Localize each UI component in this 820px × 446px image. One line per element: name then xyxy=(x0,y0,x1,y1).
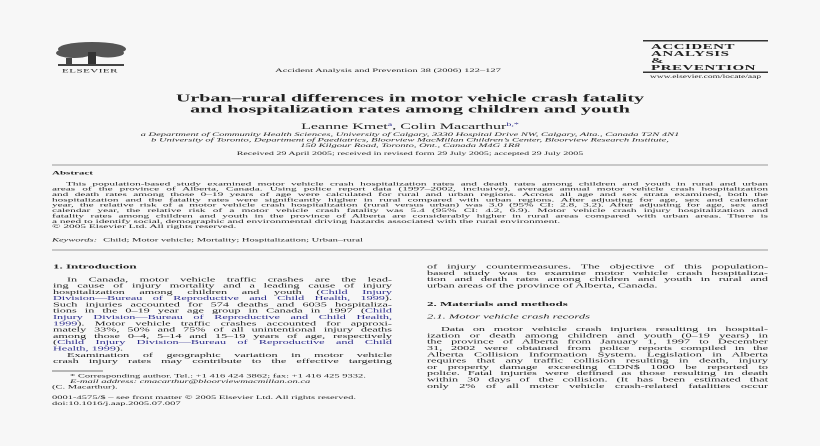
text-segment: crash injury rates may contribute to the effective targeting xyxy=(53,357,392,365)
keywords-list: Child; Motor vehicle; Mortality; Hospitalization; Urban–rural xyxy=(103,237,363,243)
text-segment: ). xyxy=(115,345,124,353)
elsevier-logo xyxy=(52,41,128,74)
divider xyxy=(52,250,768,251)
text-segment: Such injuries accounted for 574 deaths and 6035 hospitaliza- xyxy=(53,300,392,308)
text-line xyxy=(53,358,392,364)
journal-logo xyxy=(643,40,768,73)
abstract-body xyxy=(52,181,768,229)
text-segment: calendar year, the relative risk of a motor vehicle crash fatality was 5.4 (95% CI: 4.2, 6.9). Motor vehicle crash injury hospitalization and xyxy=(52,207,768,214)
citation-link[interactable]: Child xyxy=(364,307,392,315)
email-address[interactable]: E-mail address: cmacarthur@bloorviewmacmillan.on.ca xyxy=(70,378,311,385)
text-segment: ( xyxy=(53,338,58,346)
keywords-label: Keywords: xyxy=(52,237,98,243)
text-segment: Examination of geographic variation in motor vehicle xyxy=(67,351,392,359)
front-matter-line: 0001-4575/$ – see front matter © 2005 Elsevier Ltd. All rights reserved. xyxy=(52,395,356,401)
text-segment: tions in the 0–19 year age group in Canada in 1997 ( xyxy=(53,307,365,315)
text-segment: within 30 days of the collision. (It has been estimated that xyxy=(427,376,768,384)
text-segment: This population-based study examined motor vehicle crash hospitalization rates and death rates among children and youth in rural and urban xyxy=(66,180,768,187)
footnotes xyxy=(52,373,392,390)
author-name: Leanne Kmet xyxy=(301,122,388,131)
publisher-name: ELSEVIER xyxy=(62,68,118,74)
text-segment: ). xyxy=(384,294,392,302)
right-column-intro-continuation xyxy=(427,264,768,289)
text-line xyxy=(427,383,768,389)
text-segment: mately 33%, 50% and 75% of all unintentional injury deaths xyxy=(53,326,392,334)
text-segment: fatality rates among children and youth in the province of Alberta are considerably higher in rural areas compared with urban areas. There is xyxy=(52,212,768,219)
text-segment: 31, 2002 were obtained from police reports compiled in the xyxy=(427,344,768,352)
text-segment: tion and death rates among children and youth in rural and xyxy=(427,275,768,283)
keywords xyxy=(52,238,363,244)
text-segment: requires that any traffic collision resulting in death, injury xyxy=(427,357,768,365)
citation-link[interactable]: Division—Bureau of Reproductive and Child Health, 1999 xyxy=(53,294,385,302)
text-segment: only 2% of all motor vehicle crash-related fatalities occur xyxy=(427,382,768,390)
journal-logo-line: ACCIDENT xyxy=(651,43,736,51)
author-list xyxy=(0,121,820,132)
text-segment: of injury countermeasures. The objective of this population- xyxy=(427,263,768,270)
right-column-methods-body xyxy=(427,326,768,389)
journal-url[interactable]: www.elsevier.com/locate/aap xyxy=(649,74,762,80)
front-matter xyxy=(52,395,392,407)
received-dates: Received 29 April 2005; received in revised form 29 July 2005; accepted 29 July 2005 xyxy=(236,151,584,157)
text-segment: and death rates among those 0–19 years of age were calculated for rural and urban regions. Across all age and sex strata examined, both the xyxy=(52,191,768,198)
author-affiliation-mark[interactable]: a xyxy=(387,122,393,128)
affiliation-line: 150 Kilgour Road, Toronto, Ont., Canada M4G 1R8 xyxy=(300,143,520,149)
text-segment: police. Fatal injuries were defined as those resulting in death xyxy=(427,369,768,377)
affiliation-line: b University of Toronto, Department of Paediatrics, Bloorview MacMillan Children’s Center, Bloorview Research Institute, xyxy=(151,137,669,143)
elsevier-tree-icon xyxy=(52,41,128,67)
author-affiliation-mark[interactable]: b,* xyxy=(506,122,519,128)
text-segment: areas of the province of Alberta, Canada. Using police report data (1997–2002, inclusive), average annual motor vehicle crash hospitalization xyxy=(52,186,768,193)
author-separator: , xyxy=(392,122,401,131)
text-segment: hospitalization among children and youth ( xyxy=(53,288,321,296)
footnote-divider xyxy=(52,371,103,372)
text-segment: the province of Alberta from January 1, 1997 to December xyxy=(427,338,768,346)
journal-logo-line: & xyxy=(651,57,664,65)
text-segment: ). Motor vehicle traffic crashes accounted for approxi- xyxy=(77,319,392,327)
text-segment: a need to identify social, demographic and environmental driving hazards associated with the rural environment. xyxy=(52,218,561,225)
journal-logo-line: ANALYSIS xyxy=(651,50,730,58)
text-segment: urban areas of the province of Alberta, Canada. xyxy=(427,281,658,289)
doi[interactable]: doi:10.1016/j.aap.2005.07.007 xyxy=(52,401,181,407)
title-line: Urban–rural differences in motor vehicle crash fatality xyxy=(175,93,645,104)
text-segment: among those 0–4, 5–14 and 15–19 years of age, respectively xyxy=(53,332,392,340)
abstract-heading: Abstract xyxy=(52,170,93,176)
article-title xyxy=(0,93,820,115)
citation-link[interactable]: Child Injury Division—Bureau of Reproductive and Child xyxy=(57,338,392,346)
text-segment: based study was to examine motor vehicle crash hospitaliza- xyxy=(427,269,768,277)
text-segment: or property damage exceeding CDN$ 1000 be reported to xyxy=(427,363,768,371)
footnote-author: (C. Macarthur). xyxy=(52,384,118,390)
abstract-copyright: © 2005 Elsevier Ltd. All rights reserved. xyxy=(52,223,237,230)
text-segment: ization or death among children and youth (0–19 years) in xyxy=(427,331,768,339)
text-line xyxy=(427,282,768,288)
affiliation-line: a Department of Community Health Sciences, University of Calgary, 3330 Hospital Drive NW, Calgary, Alta., Canada T2N 4N1 xyxy=(140,132,680,138)
author-name: Colin Macarthur xyxy=(400,122,507,131)
section-heading-methods: 2. Materials and methods xyxy=(427,300,568,308)
text-segment: In Canada, motor vehicle traffic crashes are the lead- xyxy=(67,275,392,283)
divider xyxy=(52,165,768,166)
citation-link[interactable]: Health, 1999 xyxy=(53,345,116,353)
abstract-paragraphs xyxy=(52,181,768,224)
citation-link[interactable]: Child Injury xyxy=(320,288,392,296)
journal-citation: Accident Analysis and Prevention 38 (2006) 122–127 xyxy=(275,68,501,74)
text-segment: ing cause of injury mortality and a leading cause of injury xyxy=(53,282,392,290)
section-heading-introduction: 1. Introduction xyxy=(53,262,137,270)
affiliations xyxy=(0,132,820,149)
citation-link[interactable]: Injury Division—Bureau of Reproductive and Child Health, xyxy=(53,313,392,321)
subsection-heading: 2.1. Motor vehicle crash records xyxy=(427,313,590,320)
corresponding-author-note: * Corresponding author. Tel.: +1 416 424 3862; fax: +1 416 425 9332. xyxy=(70,373,366,379)
text-segment: hospitalization and the fatality rates were significantly higher in rural compared with urban regions. After adjusting for age, sex and calendar xyxy=(52,196,768,203)
journal-logo-line: PREVENTION xyxy=(651,64,757,72)
text-segment: Alberta Collision Information System. Legislation in Alberta xyxy=(427,350,768,358)
title-line: and hospitalization rates among children and youth xyxy=(190,104,630,115)
citation-link[interactable]: 1999 xyxy=(53,319,78,327)
left-column-body xyxy=(53,276,392,364)
text-segment: year, the relative risk of a motor vehicle crash hospitalization (rural versus urban) was 3.0 (95% CI: 2.8, 3.2). After adjusting for age, sex and xyxy=(52,202,768,209)
text-segment: Data on motor vehicle crash injuries resulting in hospital- xyxy=(441,325,768,333)
